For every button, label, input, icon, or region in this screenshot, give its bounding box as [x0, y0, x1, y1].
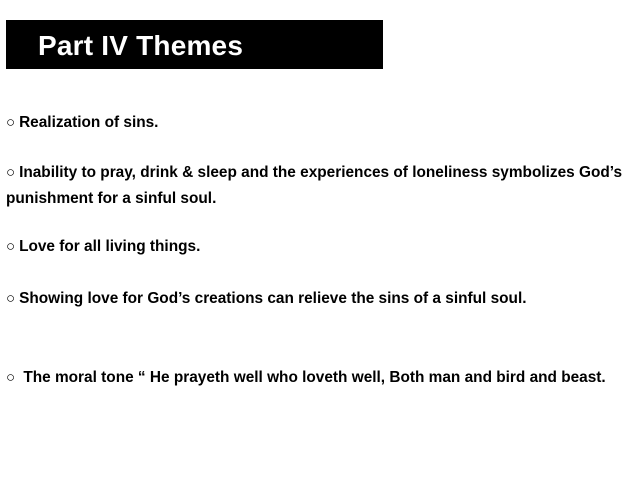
bullet-text: Realization of sins.: [19, 114, 159, 131]
bullet-circle-icon: ○: [6, 114, 16, 131]
bullet-text: Inability to pray, drink & sleep and the experiences of loneliness symbolizes God’s punishment for a sinful soul.: [6, 164, 623, 207]
bullet-item: [6, 234, 630, 260]
bullet-circle-icon: ○: [6, 238, 16, 255]
bullet-item: [6, 110, 630, 136]
title-bar: [6, 20, 383, 69]
bullet-item: [6, 286, 630, 312]
bullet-item: [6, 364, 630, 392]
bullet-text: The moral tone “ He prayeth well who loveth well, Both man and bird and beast.: [19, 369, 606, 386]
bullet-item: [6, 160, 630, 212]
bullet-circle-icon: ○: [6, 290, 16, 307]
bullet-circle-icon: ○: [6, 369, 16, 386]
bullet-circle-icon: ○: [6, 164, 16, 181]
bullet-text: Showing love for God’s creations can relieve the sins of a sinful soul.: [19, 290, 527, 307]
slide-title: Part IV Themes: [38, 30, 244, 61]
bullet-text: Love for all living things.: [19, 238, 201, 255]
